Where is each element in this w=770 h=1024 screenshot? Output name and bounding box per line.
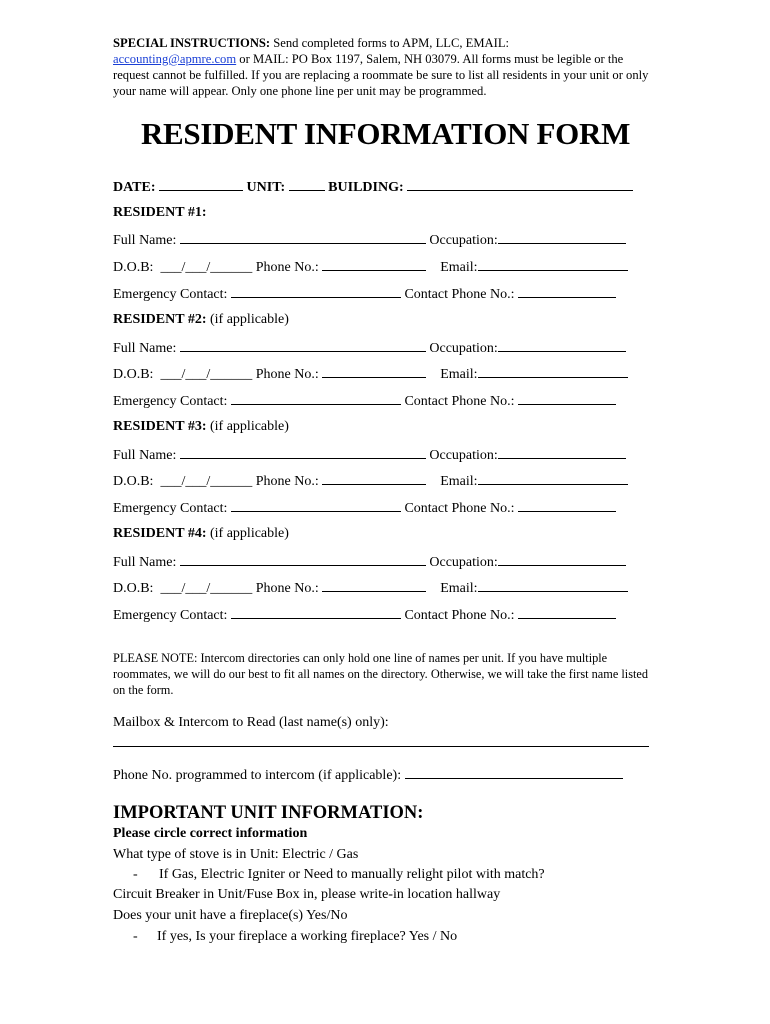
phone-programmed-field[interactable] xyxy=(405,765,623,779)
full-name-field[interactable] xyxy=(180,338,426,352)
header-fields-row xyxy=(113,177,633,197)
building-field[interactable] xyxy=(407,177,633,191)
form-page xyxy=(113,35,658,151)
emergency-contact-field[interactable] xyxy=(231,498,401,512)
emergency-contact-field[interactable] xyxy=(231,391,401,405)
full-name-field[interactable] xyxy=(180,552,426,566)
occupation-field[interactable] xyxy=(498,230,626,244)
contact-phone-field[interactable] xyxy=(518,498,616,512)
instructions-text-2: or MAIL: PO Box 1197, Salem, NH 03079. All forms must be legible or the request cannot be fulfilled. If you are replacing a roommate be sure to list all residents in your unit or only your name will appear. Only one phone line per unit may be programmed. xyxy=(113,52,649,98)
resident-2-name-row: Full Name: Occupation: xyxy=(113,338,626,358)
resident-2-emergency-row: Emergency Contact: Contact Phone No.: xyxy=(113,391,616,411)
unit-info-subheading: Please circle correct information xyxy=(113,826,308,841)
email-field[interactable] xyxy=(478,578,628,592)
email-link[interactable]: accounting@apmre.com xyxy=(113,52,237,66)
emergency-contact-field[interactable] xyxy=(231,605,401,619)
full-name-field[interactable] xyxy=(180,230,426,244)
page-title: RESIDENT INFORMATION FORM xyxy=(140,116,631,151)
resident-1-name-row: Full Name: Occupation: xyxy=(113,230,626,250)
resident-4-name-row: Full Name: Occupation: xyxy=(113,552,626,572)
stove-question: What type of stove is in Unit: Electric / Gas xyxy=(113,847,359,862)
unit-info-heading: IMPORTANT UNIT INFORMATION: xyxy=(113,803,424,823)
phone-field[interactable] xyxy=(322,578,426,592)
resident-2-heading: RESIDENT #2: (if applicable) xyxy=(113,312,289,327)
fireplace-subquestion: If yes, Is your fireplace a working fireplace? Yes / No xyxy=(157,929,458,944)
resident-4-emergency-row: Emergency Contact: Contact Phone No.: xyxy=(113,605,616,625)
date-label: DATE: xyxy=(113,180,156,195)
breaker-question: Circuit Breaker in Unit/Fuse Box in, please write-in location hallway xyxy=(113,887,501,902)
resident-3-name-row: Full Name: Occupation: xyxy=(113,445,626,465)
resident-1-emergency-row: Emergency Contact: Contact Phone No.: xyxy=(113,284,616,304)
occupation-field[interactable] xyxy=(498,445,626,459)
dob-field[interactable]: ___/___/______ xyxy=(160,474,253,489)
resident-2-dob-row: D.O.B: ___/___/______ Phone No.: Email: xyxy=(113,364,628,384)
resident-1-heading: RESIDENT #1: xyxy=(113,205,207,220)
unit-field[interactable] xyxy=(289,177,325,191)
stove-subquestion-row xyxy=(133,866,545,884)
email-field[interactable] xyxy=(478,364,628,378)
full-name-field[interactable] xyxy=(180,445,426,459)
mailbox-field[interactable] xyxy=(113,746,649,747)
email-field[interactable] xyxy=(478,471,628,485)
dob-field[interactable]: ___/___/______ xyxy=(160,367,253,382)
resident-3-dob-row: D.O.B: ___/___/______ Phone No.: Email: xyxy=(113,471,628,491)
unit-label: UNIT: xyxy=(246,180,286,195)
resident-4-heading: RESIDENT #4: (if applicable) xyxy=(113,526,289,541)
bullet-dash: - xyxy=(133,867,138,882)
phone-field[interactable] xyxy=(322,364,426,378)
resident-4-dob-row: D.O.B: ___/___/______ Phone No.: Email: xyxy=(113,578,628,598)
dob-field[interactable]: ___/___/______ xyxy=(160,260,253,275)
mailbox-label: Mailbox & Intercom to Read (last name(s) only): xyxy=(113,715,389,730)
stove-subquestion: If Gas, Electric Igniter or Need to manually relight pilot with match? xyxy=(159,867,545,882)
instructions-label: SPECIAL INSTRUCTIONS: xyxy=(113,36,271,50)
contact-phone-field[interactable] xyxy=(518,605,616,619)
occupation-field[interactable] xyxy=(498,338,626,352)
occupation-field[interactable] xyxy=(498,552,626,566)
date-field[interactable] xyxy=(159,177,243,191)
resident-1-dob-row: D.O.B: ___/___/______ Phone No.: Email: xyxy=(113,257,628,277)
email-field[interactable] xyxy=(478,257,628,271)
contact-phone-field[interactable] xyxy=(518,391,616,405)
intercom-note: PLEASE NOTE: Intercom directories can only hold one line of names per unit. If you have multiple roommates, we will do our best to fit all names on the directory. Otherwise, we will take the first name listed on the form. xyxy=(113,651,649,697)
special-instructions xyxy=(113,35,658,99)
contact-phone-field[interactable] xyxy=(518,284,616,298)
phone-programmed-label: Phone No. programmed to intercom (if applicable): xyxy=(113,768,402,783)
phone-programmed-row xyxy=(113,765,623,785)
fireplace-subquestion-row xyxy=(133,928,457,946)
fireplace-question: Does your unit have a fireplace(s) Yes/No xyxy=(113,908,348,923)
dob-field[interactable]: ___/___/______ xyxy=(160,581,253,596)
bullet-dash: - xyxy=(133,929,138,944)
phone-field[interactable] xyxy=(322,257,426,271)
resident-3-heading: RESIDENT #3: (if applicable) xyxy=(113,419,289,434)
emergency-contact-field[interactable] xyxy=(231,284,401,298)
building-label: BUILDING: xyxy=(328,180,404,195)
phone-field[interactable] xyxy=(322,471,426,485)
resident-3-emergency-row: Emergency Contact: Contact Phone No.: xyxy=(113,498,616,518)
instructions-text-1: Send completed forms to APM, LLC, EMAIL: xyxy=(270,36,510,50)
